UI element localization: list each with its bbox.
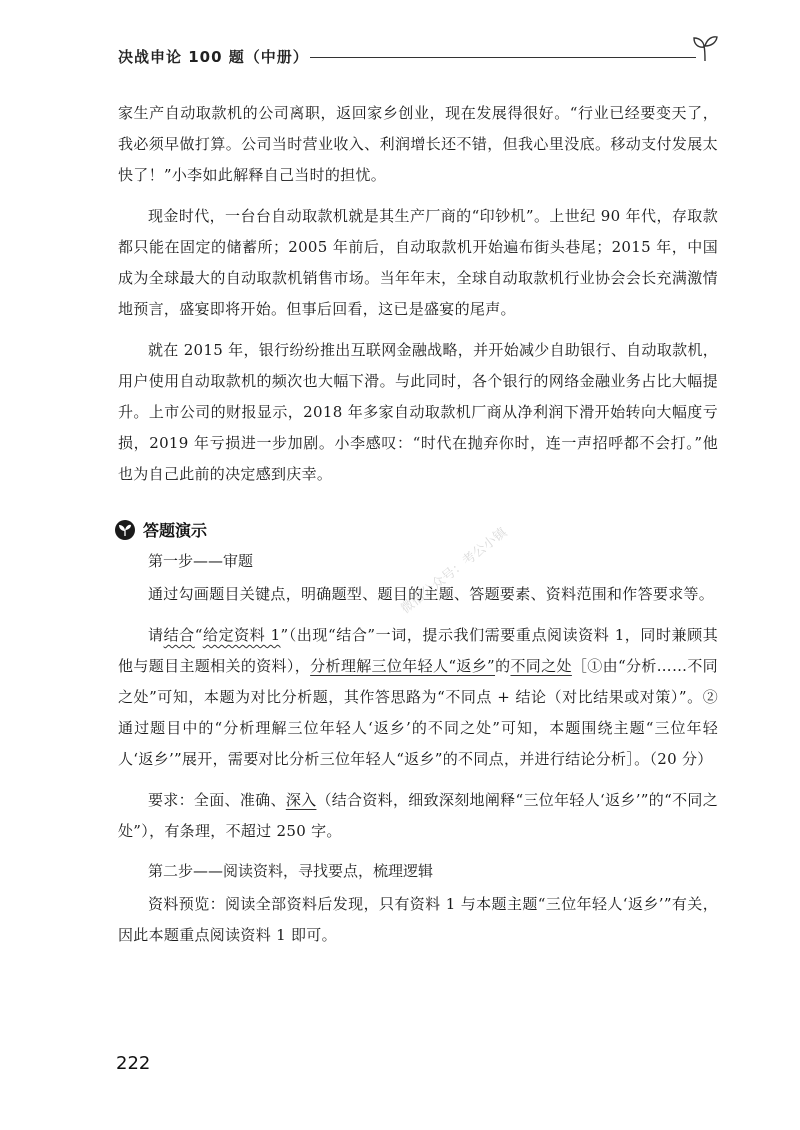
q-text-i: ［①由“分析……不同之处”可知，本题为对比分析题，其作答思路为“不同点 + 结论（对比结果或对策）”。②通过题目中的“分析理解三位年轻人‘返乡’的不同之处”可知，本题围绕主题“三位年轻人‘返乡’”展开，需要对比分析三位年轻人“返乡”的不同点，并进行结论分析］。（20 分） [118,657,718,768]
q-text-c: “ [194,626,203,644]
q-text-e: ”（出现“结合”一词，提示我们需要重点阅读资料 1，同时兼顾其他与题目主题相关的资料）， [118,626,719,675]
keyword-differences: 不同之处 [510,657,572,675]
keyword-analysis: 分析理解三位年轻人“返乡” [310,657,496,675]
page-body [118,98,718,961]
keyword-deep: 深入 [285,791,317,809]
req-text-a: 要求：全面、准确、 [148,791,286,809]
book-title: 决战申论 100 题（中册） [118,48,309,66]
req-text-c: （结合资料，细致深刻地阐释“三位年轻人‘返乡’”的“不同之处”），有条理，不超过 250 字。 [118,791,718,840]
keyword-material-1: 给定资料 1 [202,626,281,644]
paragraph-3: 就在 2015 年，银行纷纷推出互联网金融战略，并开始减少自助银行、自动取款机，用户使用自动取款机的频次也大幅下滑。与此同时，各个银行的网络金融业务占比大幅提升。上市公司的财报显示，2018 年多家自动取款机厂商从净利润下滑开始转向大幅度亏损，2019 年亏损进一步加剧。小李感叹：“时代在抛弃你时，连一声招呼都不会打。”他也为自己此前的决定感到庆幸。 [118,341,718,483]
sprout-icon [692,34,718,62]
step-2-title: 第二步——阅读资料，寻找要点，梳理逻辑 [148,862,434,880]
q-text-g: 的 [495,657,511,675]
section-heading [115,518,718,541]
leaf-icon [115,520,135,540]
paragraph-1: 家生产自动取款机的公司离职，返回家乡创业，现在发展得很好。“行业已经要变天了，我必须早做打算。公司当时营业收入、利润增长还不错，但我心里没底。移动支付发展太快了！”小李如此解释自己当时的担忧。 [118,104,718,184]
header-rule [310,57,696,58]
step-1-question [118,620,718,775]
q-text-a: 请 [148,626,164,644]
paragraph-2: 现金时代，一台台自动取款机就是其生产厂商的“印钞机”。上世纪 90 年代，存取款都只能在固定的储蓄所；2005 年前后，自动取款机开始遍布街头巷尾；2015 年，中国成为全球最大的自动取款机销售市场。当年年末，全球自动取款机行业协会会长充满激情地预言，盛宴即将开始。但事后回看，这已是盛宴的尾声。 [118,207,718,318]
step-1-intro: 通过勾画题目关键点，明确题型、题目的主题、答题要素、资料范围和作答要求等。 [148,585,715,603]
step-1-requirements [118,785,718,847]
watermark: 微信公众号：考公小镇 [398,525,511,618]
step-1-title: 第一步——审题 [148,552,254,570]
keyword-combine: 结合 [163,626,195,644]
page-header [118,42,718,72]
page-number: 222 [116,1053,151,1074]
step-2-preview: 资料预览：阅读全部资料后发现，只有资料 1 与本题主题“三位年轻人‘返乡’”有关，因此本题重点阅读资料 1 即可。 [118,895,718,944]
section-title: 答题演示 [143,521,208,540]
